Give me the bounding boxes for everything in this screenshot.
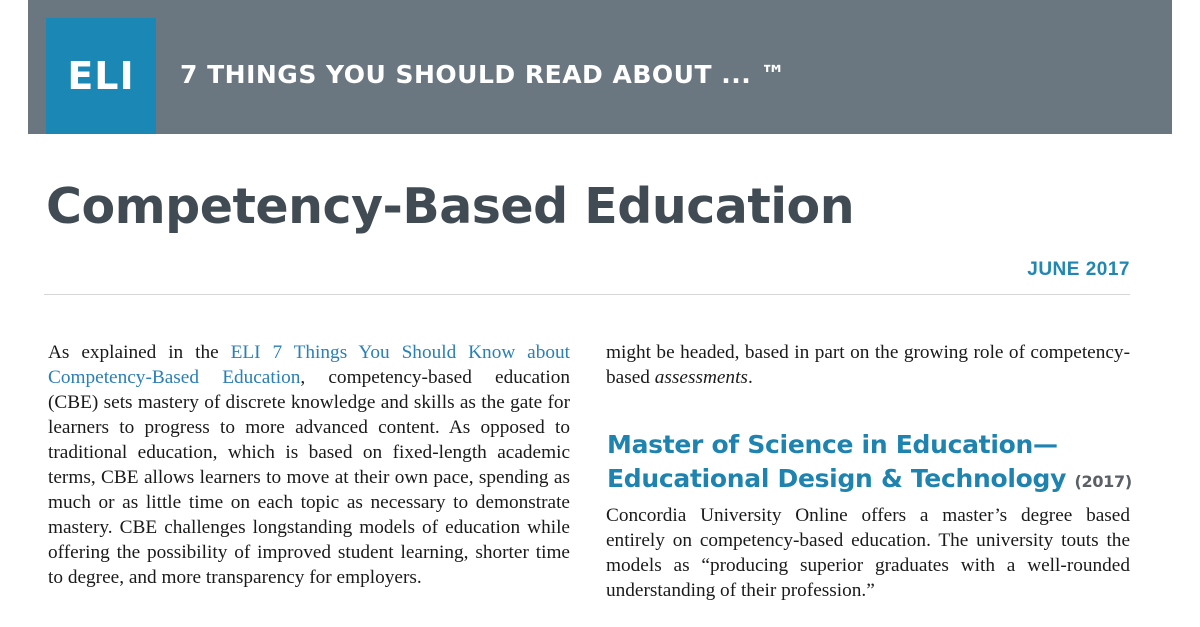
section-heading-line1: Master of Science in Education— <box>607 430 1058 459</box>
divider <box>44 294 1130 295</box>
section-heading <box>607 428 1132 499</box>
section-body: Concordia University Online offers a master’s degree based entirely on competency-based education. The university touts the models as “producing superior graduates with a well-rounded understanding of their profession.” <box>606 505 1130 601</box>
series-title: 7 THINGS YOU SHOULD READ ABOUT ... ™ <box>180 60 786 89</box>
header-banner <box>28 0 1172 134</box>
page-title: Competency-Based Education <box>46 178 855 235</box>
eli-logo <box>46 18 156 134</box>
section-heading-line2: Educational Design & Technology <box>607 464 1067 493</box>
section-year: (2017) <box>1074 472 1132 491</box>
continuation-paragraph <box>606 340 1130 390</box>
eli-7-things-link[interactable]: ELI 7 Things You Should Know about Competency-Based Education <box>48 342 570 388</box>
intro-prefix: As explained in the <box>48 342 231 363</box>
continuation-end: . <box>747 367 753 388</box>
intro-body: , competency-based education (CBE) sets mastery of discrete knowledge and skills as the gate for learners to progress to more advanced content. As opposed to traditional education, which is based on fixed-length academic terms, CBE allows learners to move at their own pace, spending as much or as little time on each topic as necessary to demonstrate mastery. CBE challenges longstanding models of education while offering the possibility of improved student learning, shorter time to degree, and more transparency for employers. <box>48 367 570 588</box>
intro-paragraph <box>48 340 570 590</box>
logo-text: ELI <box>67 54 135 98</box>
publication-date: JUNE 2017 <box>1027 259 1130 280</box>
continuation-text: might be headed, based in part on the growing role of competency-based <box>606 342 1130 388</box>
continuation-emphasis: assessments <box>654 367 748 388</box>
